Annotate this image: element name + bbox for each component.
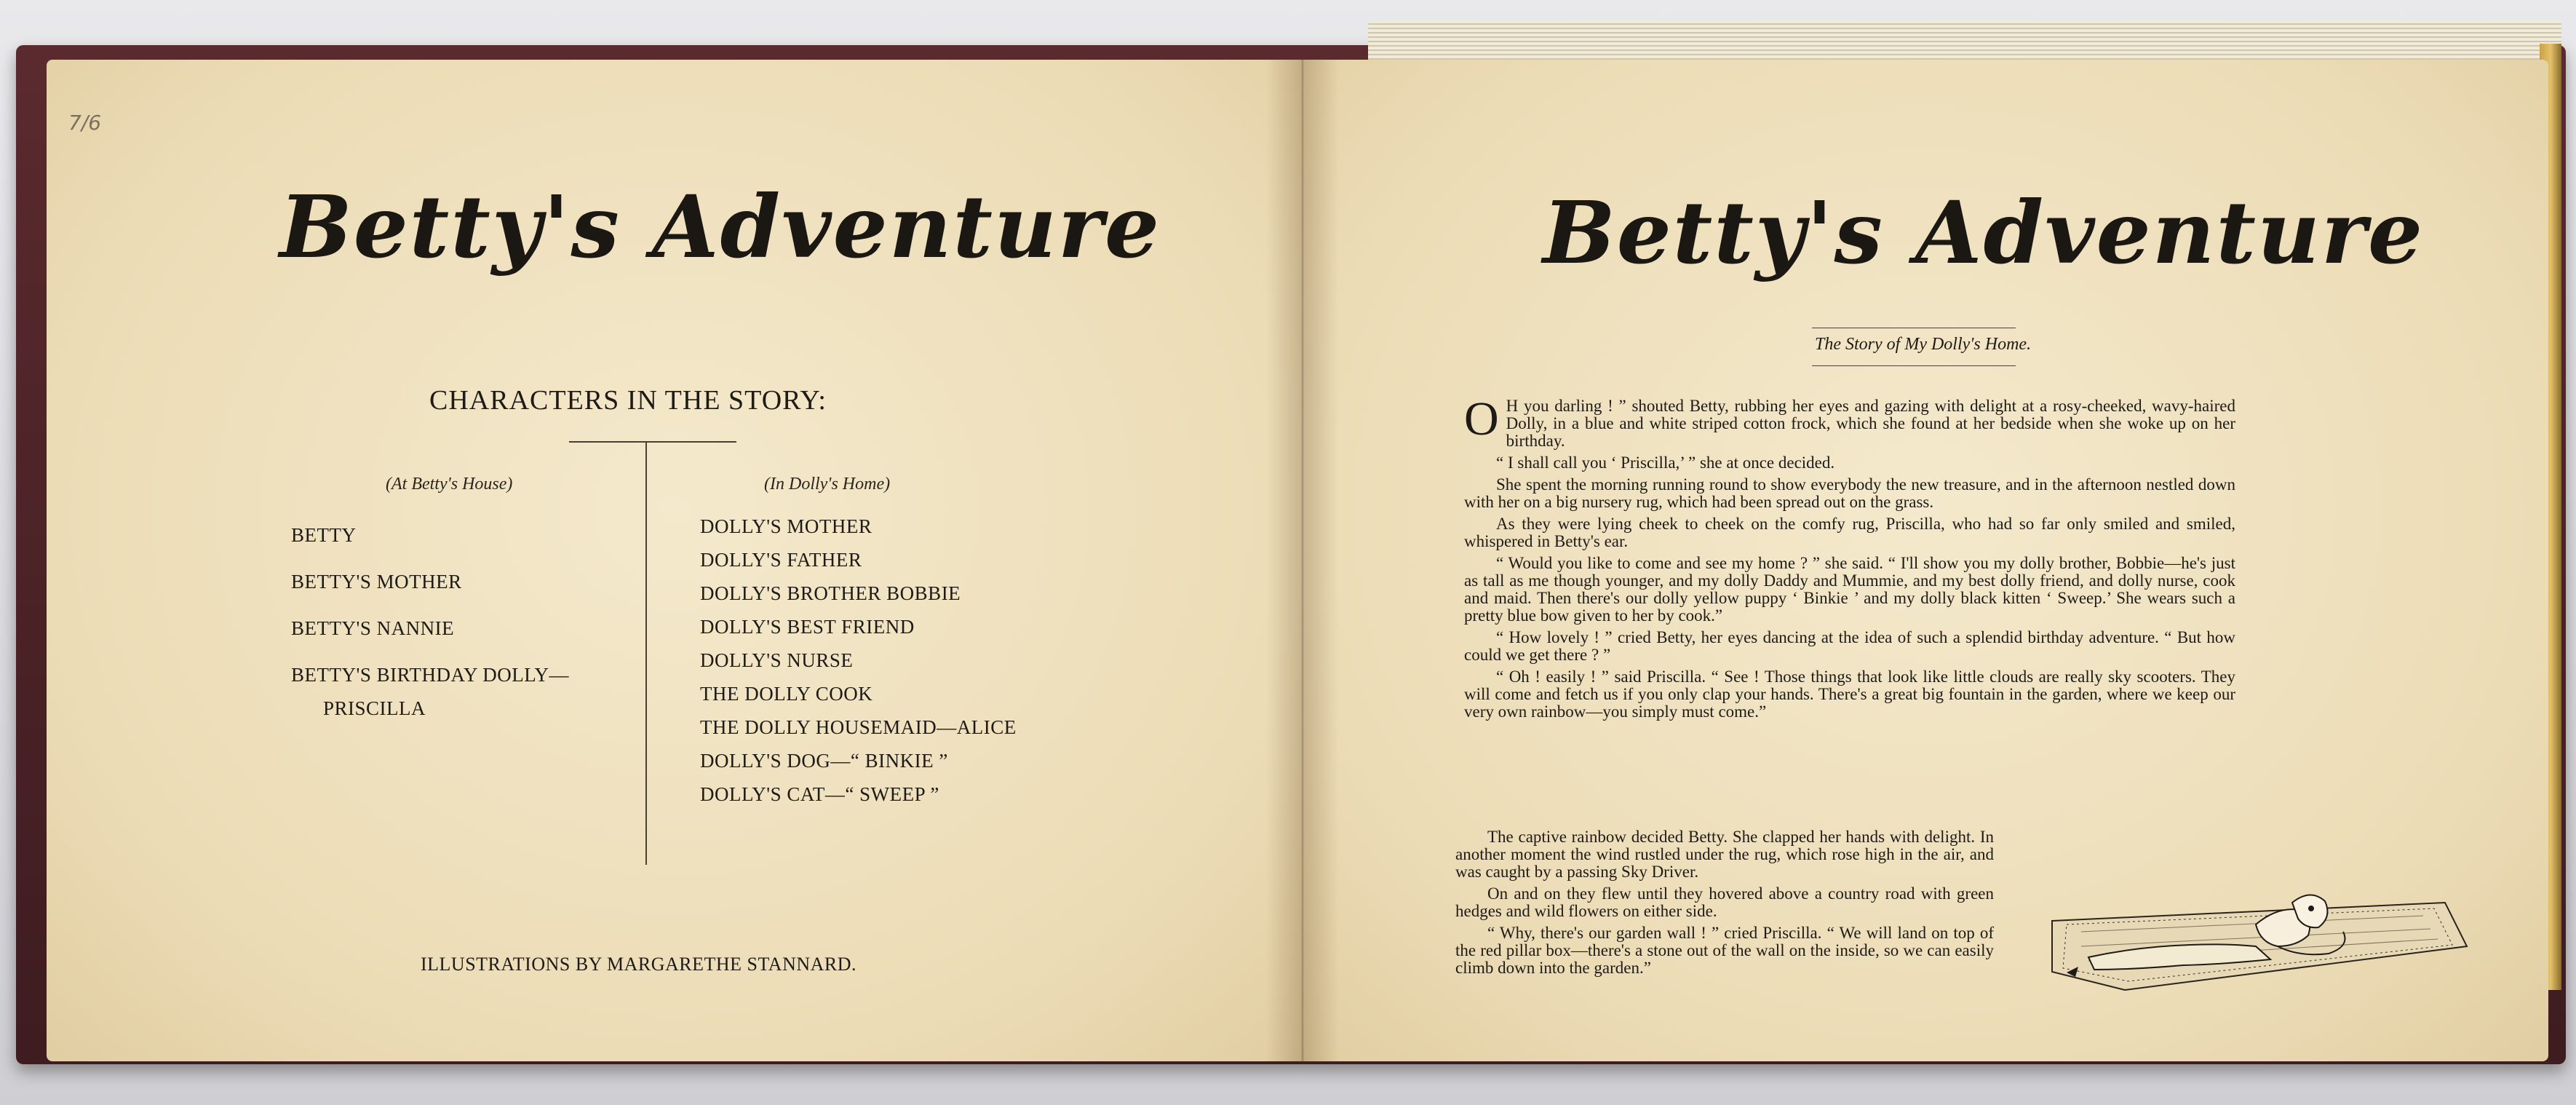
character-item: BETTY'S BIRTHDAY DOLLY— — [291, 664, 570, 686]
book-gutter — [1266, 60, 1339, 1061]
story-paragraph: “ Why, there's our garden wall ! ” cried Priscilla. “ We will land on top of the red pillar box—there's a stone out of the wall on the inside, so we can easily climb down into the garden.” — [1455, 924, 1994, 977]
column-divider — [645, 441, 647, 865]
character-item: DOLLY'S CAT—“ SWEEP ” — [700, 783, 939, 805]
col-right-heading: (In Dolly's Home) — [764, 475, 891, 494]
story-text-lower — [1455, 828, 1994, 981]
character-item: BETTY'S MOTHER — [291, 571, 462, 593]
character-item: PRISCILLA — [323, 697, 426, 719]
rug-illustration — [2038, 837, 2474, 1005]
story-subtitle: The Story of My Dolly's Home. — [1815, 335, 2032, 354]
character-item: DOLLY'S DOG—“ BINKIE ” — [700, 750, 948, 772]
left-page — [47, 60, 1303, 1061]
story-paragraph: She spent the morning running round to show everybody the new treasure, and in the afternoon nestled down with her on a big nursery rug, which had been spread out on the grass. — [1464, 475, 2235, 511]
character-item: BETTY — [291, 524, 357, 546]
story-text-upper — [1464, 392, 2235, 725]
story-paragraph: “ Oh ! easily ! ” said Priscilla. “ See ! Those things that look like little clouds are really sky scooters. They will come and fetch us if you only clap your hands. There's a great big fountain in the garden, where we keep our very own rainbow—you simply must come.” — [1464, 668, 2235, 721]
character-item: BETTY'S NANNIE — [291, 617, 455, 639]
left-page-title: Betty's Adventure — [279, 176, 1161, 277]
character-item: THE DOLLY COOK — [700, 683, 873, 705]
girl-and-doll-on-rug-drawing — [2038, 837, 2474, 1005]
character-item: DOLLY'S BEST FRIEND — [700, 616, 915, 638]
pencil-price-note: 7/6 — [68, 111, 102, 135]
story-paragraph: On and on they flew until they hovered above a country road with green hedges and wild flowers on either side. — [1455, 884, 1994, 920]
story-paragraph: O H you darling ! ” shouted Betty, rubbing her eyes and gazing with delight at a rosy-cheeked, wavy-haired Dolly, in a blue and white striped cotton frock, which she found at her bedside when she woke up on her birthday. — [1464, 392, 2235, 450]
character-item: THE DOLLY HOUSEMAID—ALICE — [700, 716, 1017, 738]
character-item: DOLLY'S NURSE — [700, 649, 854, 671]
illustrations-credit: ILLUSTRATIONS BY MARGARETHE STANNARD. — [421, 954, 857, 975]
page-edges — [1368, 20, 2561, 64]
right-page — [1303, 60, 2548, 1061]
story-paragraph: As they were lying cheek to cheek on the comfy rug, Priscilla, who had so far only smiled and smiled, whispered in Betty's ear. — [1464, 515, 2235, 550]
drop-cap: O — [1464, 392, 1499, 445]
heading-underline — [569, 441, 736, 443]
character-item: DOLLY'S BROTHER BOBBIE — [700, 582, 961, 604]
story-paragraph: “ I shall call you ‘ Priscilla,’ ” she at once decided. — [1496, 454, 1835, 472]
story-paragraph: The captive rainbow decided Betty. She clapped her hands with delight. In another moment the wind rustled under the rug, which rose high in the air, and was caught by a passing Sky Driver. — [1455, 828, 1994, 881]
col-left-heading: (At Betty's House) — [386, 475, 513, 494]
character-item: DOLLY'S FATHER — [700, 549, 862, 571]
story-paragraph: “ Would you like to come and see my home ? ” she said. “ I'll show you my dolly brother, Bobbie—he's just as tall as me though younger, and my dolly Daddy and Mummie, and my best dolly friend, and dolly nurse, cook and maid. Then there's our dolly yellow puppy ‘ Binkie ’ and my dolly black kitten ‘ Sweep.’ She wears such a pretty blue bow given to her by cook.” — [1464, 554, 2235, 625]
subtitle-rule-bottom — [1812, 365, 2016, 366]
right-page-title: Betty's Adventure — [1543, 182, 2425, 283]
character-item: DOLLY'S MOTHER — [700, 515, 872, 537]
characters-heading: CHARACTERS IN THE STORY: — [429, 385, 827, 416]
story-paragraph: “ How lovely ! ” cried Betty, her eyes dancing at the idea of such a splendid birthday adventure. “ But how could we get there ? ” — [1464, 628, 2235, 664]
